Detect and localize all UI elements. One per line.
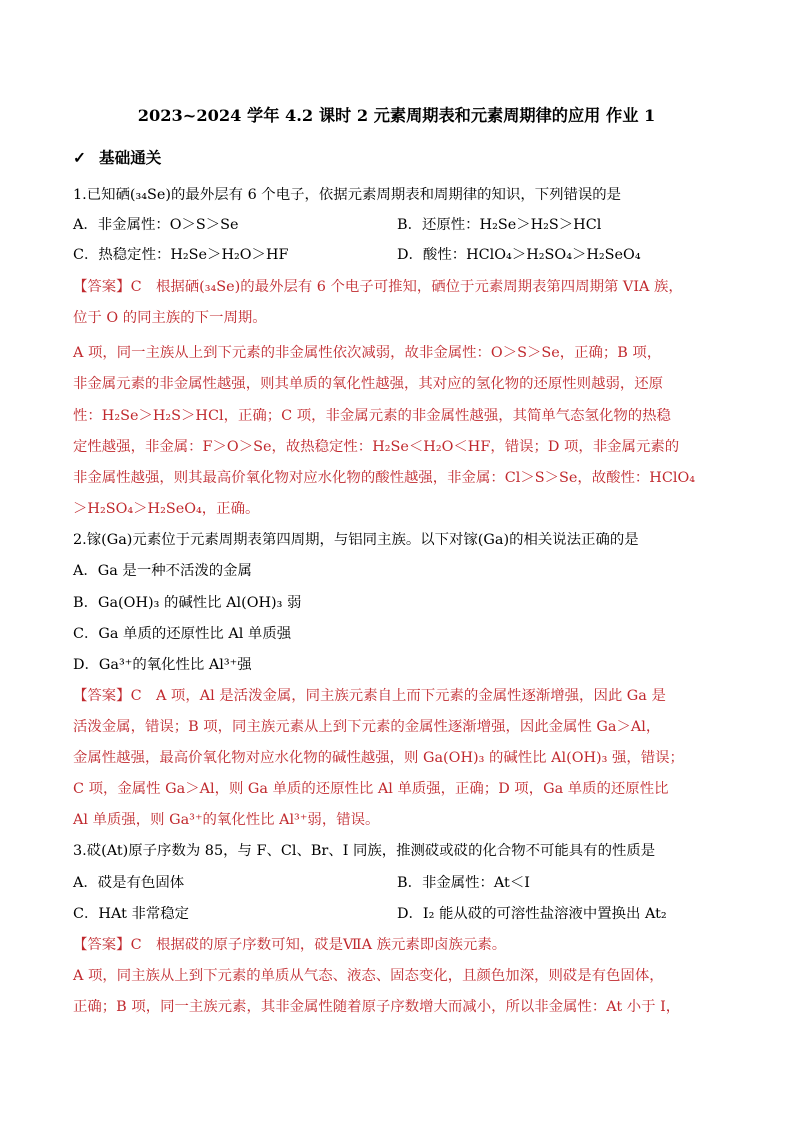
q2-option-a: A．Ga 是一种不活泼的金属 [73,563,252,579]
q1-answer-line: A 项，同一主族从上到下元素的非金属性依次减弱，故非金属性：O＞S＞Se，正确；B 项， [73,345,662,361]
q2-answer-line: 金属性越强，最高价氧化物对应水化物的碱性越强，则 Ga(OH)₃ 的碱性比 Al(OH)₃ 强，错误； [73,750,684,766]
q1-answer-line: 【答案】C 根据硒(₃₄Se)的最外层有 6 个电子可推知，硒位于元素周期表第四周期第 VIA 族， [73,279,683,295]
q2-answer-line: Al 单质强，则 Ga³⁺的氧化性比 Al³⁺弱，错误。 [73,812,380,828]
section-label: 基础通关 [99,148,162,167]
q1-option-b: B．还原性：H₂Se＞H₂S＞HCl [397,217,602,233]
q3-answer-line: 正确；B 项，同一主族元素，其非金属性随着原子序数增大而减小，所以非金属性：At 小于 I， [73,999,681,1015]
q1-answer-line: ＞H₂SO₄＞H₂SeO₄，正确。 [73,501,260,517]
q3-option-c: C．HAt 非常稳定 [73,906,190,922]
q1-answer-line: 非金属性越强，则其最高价氧化物对应水化物的酸性越强，非金属：Cl＞S＞Se，故酸性：HClO₄ [73,470,696,486]
checkmark-icon: ✓ [73,148,87,167]
q3-answer-line: 【答案】C 根据砹的原子序数可知，砹是ⅦA 族元素即卤族元素。 [73,937,507,953]
q2-option-b: B．Ga(OH)₃ 的碱性比 Al(OH)₃ 弱 [73,595,302,611]
q2-option-d: D．Ga³⁺的氧化性比 Al³⁺强 [73,657,252,673]
q1-answer-line: 性：H₂Se＞H₂S＞HCl，正确；C 项，非金属元素的非金属性越强，其简单气态氢化物的热稳 [73,408,671,424]
q3-option-d: D．I₂ 能从砹的可溶性盐溶液中置换出 At₂ [397,906,667,922]
q3-answer-line: A 项，同主族从上到下元素的单质从气态、液态、固态变化，且颜色加深，则砹是有色固体， [73,968,664,984]
q1-option-c: C．热稳定性：H₂Se＞H₂O＞HF [73,247,289,263]
q1-answer-line: 位于 O 的同主族的下一周期。 [73,310,267,326]
section-heading [73,148,161,168]
q2-answer-line: 【答案】C A 项，Al 是活泼金属，同主族元素自上而下元素的金属性逐渐增强，因此 Ga 是 [73,688,666,704]
q3-option-a: A．砹是有色固体 [73,875,185,891]
question-1-stem: 1.已知硒(₃₄Se)的最外层有 6 个电子，依据元素周期表和周期律的知识，下列错误的是 [73,187,622,203]
q2-option-c: C．Ga 单质的还原性比 Al 单质强 [73,626,292,642]
q3-option-b: B．非金属性：At＜I [397,875,530,891]
page-title: 2023~2024 学年 4.2 课时 2 元素周期表和元素周期律的应用 作业 1 [137,106,656,125]
q2-answer-line: C 项，金属性 Ga＞Al，则 Ga 单质的还原性比 Al 单质强，正确；D 项，Ga 单质的还原性比 [73,781,669,797]
q1-option-a: A．非金属性：O＞S＞Se [73,217,239,233]
question-2-stem: 2.镓(Ga)元素位于元素周期表第四周期，与铝同主族。以下对镓(Ga)的相关说法正确的是 [73,532,639,548]
q1-option-d: D．酸性：HClO₄＞H₂SO₄＞H₂SeO₄ [397,247,641,263]
question-3-stem: 3.砹(At)原子序数为 85，与 F、Cl、Br、I 同族，推测砹或砹的化合物不可能具有的性质是 [73,843,656,859]
q2-answer-line: 活泼金属，错误；B 项，同主族元素从上到下元素的金属性逐渐增强，因此金属性 Ga＞Al， [73,719,661,735]
q1-answer-line: 非金属元素的非金属性越强，则其单质的氧化性越强，其对应的氢化物的还原性则越弱，还原 [73,376,664,392]
q1-answer-line: 定性越强，非金属：F＞O＞Se，故热稳定性：H₂Se＜H₂O＜HF，错误；D 项，非金属元素的 [73,439,680,455]
